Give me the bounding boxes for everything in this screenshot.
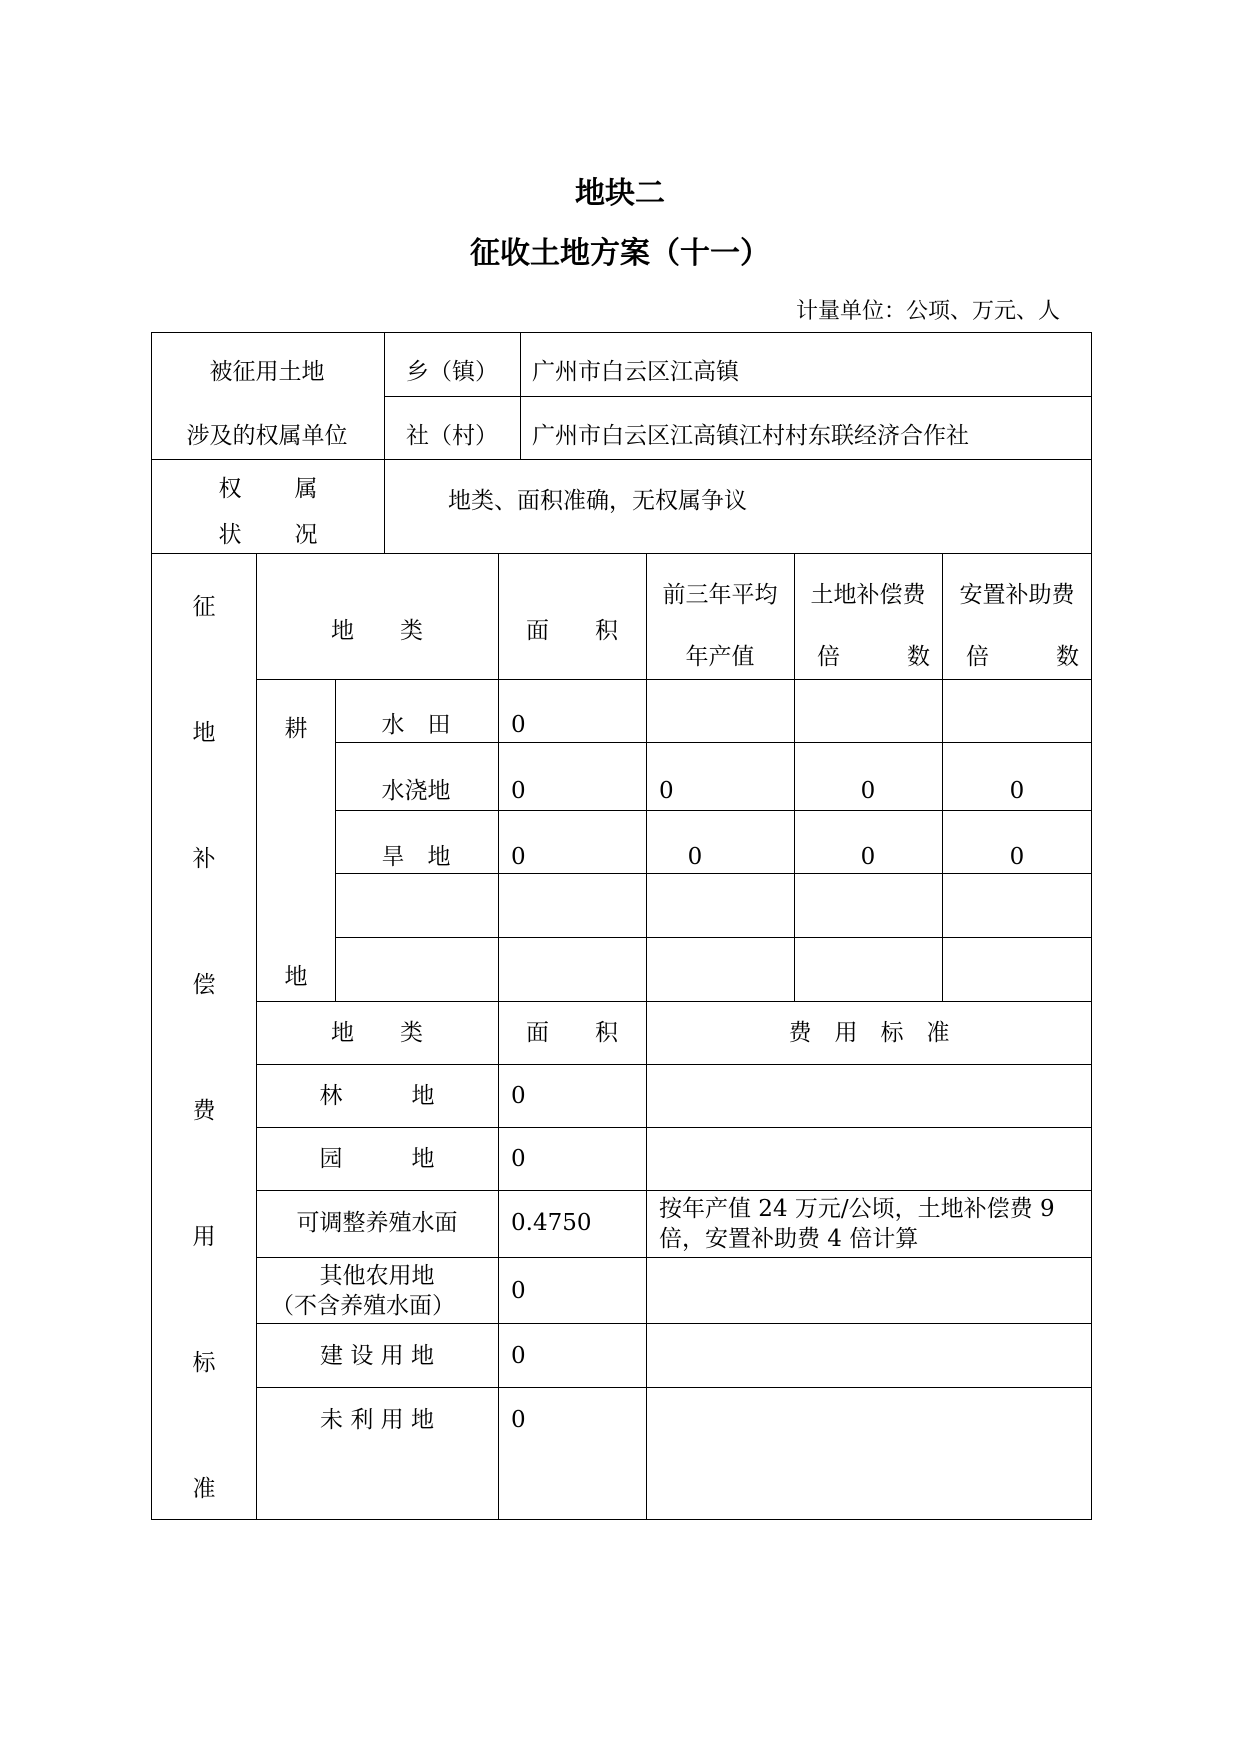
row-line (256, 1323, 1092, 1324)
side-label-char: 偿 (192, 972, 216, 998)
page-title: 征收土地方案（十一） (470, 236, 770, 271)
area-cell: 0 (511, 1278, 526, 1304)
row-line (256, 1001, 1092, 1002)
table-border-top (151, 332, 1092, 333)
side-label-char: 标 (192, 1350, 216, 1376)
side-label-char: 补 (192, 846, 216, 872)
row-line (256, 1387, 1092, 1388)
side-label-char: 费 (192, 1098, 216, 1124)
col-line (256, 553, 257, 1520)
header-land-compensation: 土地补偿费 (810, 582, 926, 608)
avg-output-cell: 0 (687, 844, 703, 870)
land-type-cell: （不含养殖水面） (271, 1293, 455, 1319)
area-cell: 0 (511, 1343, 526, 1369)
header-area: 面 积 (526, 618, 618, 644)
fee-standard-cell: 倍，安置补助费 4 倍计算 (659, 1226, 919, 1252)
header-multiple: 数 (907, 644, 930, 670)
row-line (256, 1127, 1092, 1128)
col-line (646, 553, 647, 1520)
header-multiple: 倍 (817, 644, 840, 670)
col-line (520, 332, 521, 459)
row-line (335, 937, 1092, 938)
area-cell: 0 (511, 1407, 526, 1433)
header-multiple: 倍 (966, 644, 989, 670)
area-cell: 0 (511, 1146, 526, 1172)
row-line (151, 459, 1092, 460)
village-value: 广州市白云区江高镇江村村东联经济合作社 (532, 423, 969, 449)
land-type-cell: 水浇地 (381, 778, 451, 804)
col-line (942, 553, 943, 1001)
status-label-char: 属 (294, 476, 318, 502)
compensation-cell: 0 (860, 844, 876, 870)
row-line (335, 810, 1092, 811)
row-line (256, 1064, 1092, 1065)
row-line (384, 396, 1092, 397)
table-border-right (1091, 332, 1092, 1520)
land-type-cell: 可调整养殖水面 (296, 1210, 458, 1236)
status-label-char: 况 (294, 522, 318, 548)
row-line (335, 873, 1092, 874)
land-type-cell: 未 利 用 地 (320, 1407, 434, 1433)
side-label-char: 征 (192, 594, 216, 620)
col-line (794, 553, 795, 1001)
area-cell: 0 (511, 712, 526, 738)
land-type-cell: 水 田 (381, 712, 451, 738)
land-type-cell: 其他农用地 (319, 1263, 435, 1289)
row-line (151, 553, 1092, 554)
status-value: 地类、面积准确，无权属争议 (448, 488, 747, 514)
fee-standard-cell: 按年产值 24 万元/公顷，土地补偿费 9 (659, 1196, 1055, 1222)
land-type-cell: 林 地 (319, 1083, 435, 1109)
cultivated-group-label: 耕 (284, 716, 308, 742)
row-line (256, 1257, 1092, 1258)
owner-label-line1: 被征用土地 (209, 359, 325, 385)
side-label-char: 用 (192, 1224, 216, 1250)
header-fee-standard: 费 用 标 准 (788, 1020, 950, 1046)
area-cell: 0.4750 (511, 1210, 592, 1236)
header-resettlement: 安置补助费 (959, 582, 1075, 608)
area-cell: 0 (511, 778, 526, 804)
col-line (384, 332, 385, 553)
table-border-bottom (151, 1519, 1092, 1520)
block-title: 地块二 (575, 176, 665, 211)
side-label-char: 准 (192, 1476, 216, 1502)
town-value: 广州市白云区江高镇 (532, 359, 739, 385)
land-type-cell: 旱 地 (381, 844, 451, 870)
area-cell: 0 (511, 1083, 526, 1109)
compensation-cell: 0 (860, 778, 876, 804)
resettlement-cell: 0 (1009, 778, 1025, 804)
header-land-type: 地 类 (331, 618, 423, 644)
avg-output-cell: 0 (659, 778, 674, 804)
village-label: 社（村） (406, 423, 498, 449)
status-label-char: 权 (218, 476, 242, 502)
header-land-type: 地 类 (331, 1020, 423, 1046)
table-border-left (151, 332, 152, 1520)
land-table (151, 332, 1092, 1520)
area-cell: 0 (511, 844, 526, 870)
header-avg-output: 前三年平均 (662, 582, 778, 608)
col-line (498, 553, 499, 1520)
header-area: 面 积 (526, 1020, 618, 1046)
land-type-cell: 园 地 (319, 1146, 435, 1172)
resettlement-cell: 0 (1009, 844, 1025, 870)
row-line (256, 1190, 1092, 1191)
cultivated-group-label: 地 (284, 964, 308, 990)
header-avg-output-2: 年产值 (685, 644, 755, 670)
col-line (335, 679, 336, 1001)
side-label-char: 地 (192, 720, 216, 746)
unit-note: 计量单位：公项、万元、人 (795, 299, 1060, 324)
town-label: 乡（镇） (406, 359, 498, 385)
row-line (256, 679, 1092, 680)
header-multiple: 数 (1056, 644, 1079, 670)
status-label-char: 状 (218, 522, 242, 548)
land-type-cell: 建 设 用 地 (320, 1343, 434, 1369)
owner-label-line2: 涉及的权属单位 (186, 423, 348, 449)
row-line (335, 742, 1092, 743)
